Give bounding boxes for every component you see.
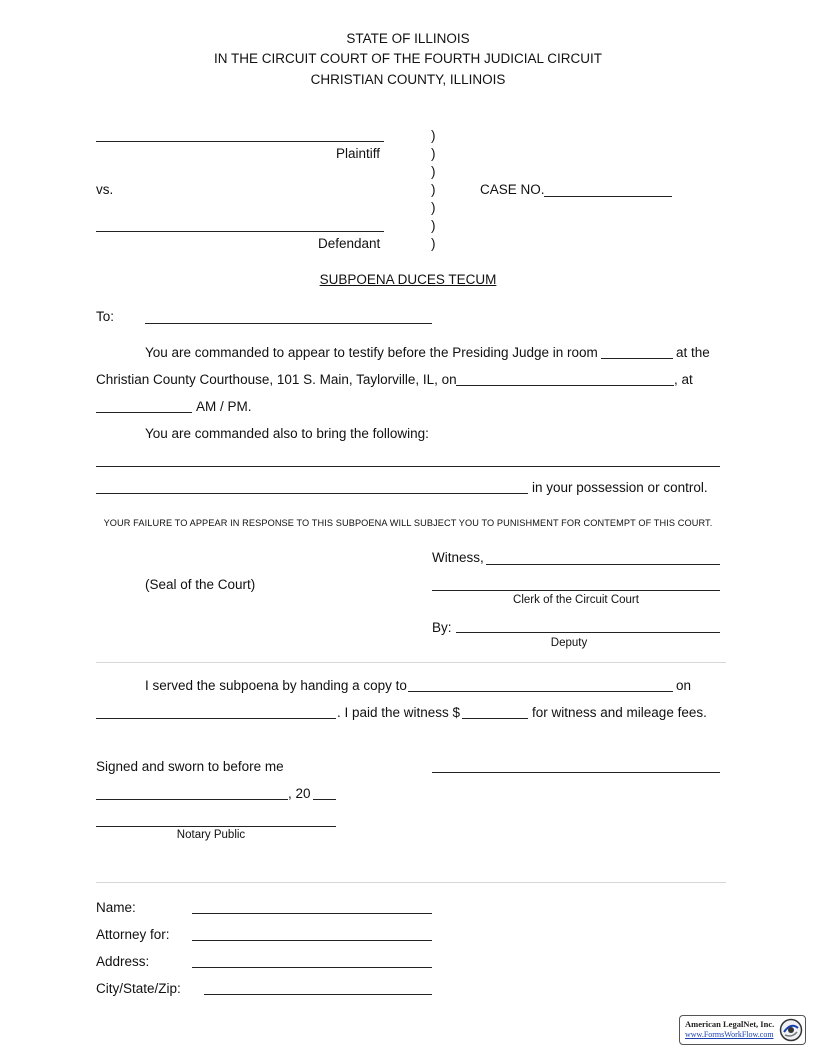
contempt-warning: YOUR FAILURE TO APPEAR IN RESPONSE TO THIS SUBPOENA WILL SUBJECT YOU TO PUNISHMENT FOR CONTEMPT OF THIS COURT. xyxy=(103,518,713,528)
command-text-end: at the xyxy=(676,345,710,360)
possession-text: in your possession or control. xyxy=(532,480,708,495)
publisher-name: American LegalNet, Inc. xyxy=(685,1019,775,1029)
case-no-label: CASE NO. xyxy=(480,182,545,197)
vs-label: vs. xyxy=(96,182,114,197)
year-text: , 20 xyxy=(288,786,311,801)
publisher-url[interactable]: www.FormsWorkFlow.com xyxy=(685,1030,774,1039)
am-pm-text: AM / PM. xyxy=(196,399,252,414)
sworn-date-line[interactable] xyxy=(96,799,288,800)
on-text: on xyxy=(676,678,692,693)
bring-text: You are commanded also to bring the following: xyxy=(145,426,429,441)
section-divider xyxy=(96,662,726,663)
city-state-zip-line[interactable] xyxy=(204,994,432,995)
time-line[interactable] xyxy=(96,412,192,413)
fees-text: for witness and mileage fees. xyxy=(532,705,707,720)
case-no-line[interactable] xyxy=(544,196,672,197)
notary-label: Notary Public xyxy=(176,829,246,841)
address-label: Address: xyxy=(96,954,150,969)
to-label: To: xyxy=(96,309,115,324)
defendant-label: Defendant xyxy=(318,236,381,251)
caption-paren: ) xyxy=(431,128,436,143)
date-line[interactable] xyxy=(456,385,674,386)
witness-line[interactable] xyxy=(486,564,720,565)
caption-paren: ) xyxy=(431,182,436,197)
plaintiff-label: Plaintiff xyxy=(336,146,381,161)
clerk-label: Clerk of the Circuit Court xyxy=(513,594,639,606)
name-line[interactable] xyxy=(192,913,432,914)
city-state-zip-label: City/State/Zip: xyxy=(96,981,181,996)
caption-paren: ) xyxy=(431,236,436,251)
defendant-line[interactable] xyxy=(96,231,384,232)
globe-icon xyxy=(779,1018,803,1042)
attorney-for-line[interactable] xyxy=(192,940,432,941)
served-person-line[interactable] xyxy=(408,691,673,692)
fee-amount-line[interactable] xyxy=(462,718,528,719)
items-line-1[interactable] xyxy=(96,466,720,467)
witness-label: Witness, xyxy=(432,550,484,565)
section-divider xyxy=(96,882,726,883)
court-seal: (Seal of the Court) xyxy=(145,577,256,592)
at-text: , at xyxy=(674,372,693,387)
publisher-logo xyxy=(679,1015,806,1045)
served-date-line[interactable] xyxy=(96,718,336,719)
caption-paren: ) xyxy=(431,146,436,161)
to-line[interactable] xyxy=(145,323,432,324)
clerk-line[interactable] xyxy=(432,590,720,591)
server-signature-line[interactable] xyxy=(432,772,720,773)
court-state: STATE OF ILLINOIS xyxy=(346,31,470,46)
court-county: CHRISTIAN COUNTY, ILLINOIS xyxy=(310,72,506,87)
plaintiff-line[interactable] xyxy=(96,141,384,142)
address-line[interactable] xyxy=(192,967,432,968)
command-text: You are commanded to appear to testify before the Presiding Judge in room xyxy=(145,345,598,360)
name-label: Name: xyxy=(96,900,136,915)
paid-text: . I paid the witness $ xyxy=(337,705,461,720)
attorney-for-label: Attorney for: xyxy=(96,927,170,942)
deputy-line[interactable] xyxy=(456,632,720,633)
items-line-2[interactable] xyxy=(96,493,528,494)
notary-line[interactable] xyxy=(96,826,336,827)
document-title: SUBPOENA DUCES TECUM xyxy=(319,272,497,287)
deputy-label: Deputy xyxy=(550,637,588,649)
caption-paren: ) xyxy=(431,164,436,179)
by-label: By: xyxy=(432,620,452,635)
room-line[interactable] xyxy=(601,358,673,359)
served-text: I served the subpoena by handing a copy to xyxy=(145,678,407,693)
caption-paren: ) xyxy=(431,200,436,215)
caption-paren: ) xyxy=(431,218,436,233)
court-name: IN THE CIRCUIT COURT OF THE FOURTH JUDICIAL CIRCUIT xyxy=(213,51,603,66)
year-line[interactable] xyxy=(313,799,336,800)
signed-sworn-text: Signed and sworn to before me xyxy=(96,759,284,774)
courthouse-text: Christian County Courthouse, 101 S. Main, Taylorville, IL, on xyxy=(96,372,457,387)
